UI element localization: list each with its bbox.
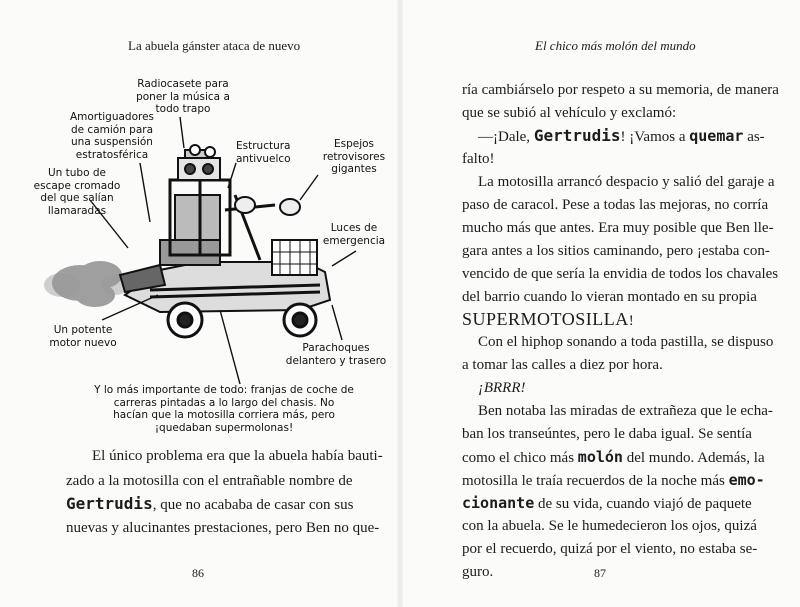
- word-supermotosilla: SUPERMOTOSILLA: [462, 309, 629, 329]
- right-body-line-12: Con el hiphop sonando a toda pastilla, se dispuso: [478, 334, 774, 350]
- right-body-line-1: ría cambiárselo por respeto a su memoria, de manera: [462, 82, 779, 98]
- vehicle-body: [120, 145, 330, 312]
- note-luces: Luces de emergencia: [322, 222, 386, 247]
- left-running-header: La abuela gánster ataca de nuevo: [128, 38, 301, 53]
- note-motor: Un potente motor nuevo: [49, 324, 117, 349]
- right-body-line-10: del barrio cuando lo vieran montado en su propia: [462, 289, 757, 305]
- right-body-line-19: cionante de su vida, cuando viajó de paquete: [462, 494, 752, 512]
- note-amortiguadores: Amortiguadores de camión para una suspensión estratosférica: [69, 111, 155, 161]
- left-body-line-3: Gertrudis, que no acababa de casar con sus: [66, 494, 354, 513]
- right-body-line-11: SUPERMOTOSILLA!: [462, 309, 634, 329]
- right-body-line-20: con la abuela. Se le humedecieron los ojos, quizá: [462, 518, 757, 534]
- right-body-line-17: como el chico más molón del mundo. Además, la: [462, 448, 765, 466]
- word-emocionante-part2: cionante: [462, 494, 535, 512]
- right-body-line-4: falto!: [462, 151, 495, 167]
- name-gertrudis-dialogue: Gertrudis: [533, 126, 621, 145]
- right-body-line-5: La motosilla arrancó despacio y salió del garaje a: [478, 174, 775, 190]
- right-body-line-2: que se subió al vehículo y exclamó:: [462, 105, 677, 121]
- right-body-line-18: motosilla le traía recuerdos de la noche más emo-: [462, 471, 765, 489]
- name-gertrudis: Gertrudis: [66, 494, 153, 513]
- note-espejos: Espejos retrovisores gigantes: [322, 138, 386, 175]
- note-franjas: Y lo más importante de todo: franjas de coche de carreras pintadas a lo largo del chasis. No hacían que la motosilla corriera más, pero ¡quedaban supermolonas!: [94, 384, 354, 434]
- right-body-line-16: ban los transeúntes, pero le daba igual. Se sentía: [462, 426, 752, 442]
- word-emocionante-part1: emo-: [728, 471, 765, 489]
- left-page-number: 86: [192, 566, 204, 580]
- right-body-line-3: —¡Dale, Gertrudis! ¡Vamos a quemar as-: [478, 126, 765, 145]
- left-body-line-1: El único problema era que la abuela había bauti-: [92, 448, 383, 464]
- note-parachoques: Parachoques delantero y trasero: [285, 342, 387, 367]
- left-body-line-2: zado a la motosilla con el entrañable nombre de: [66, 473, 353, 489]
- note-estructura: Estructura antivuelco: [236, 140, 291, 165]
- note-tubo-escape: Un tubo de escape cromado del que salían llamaradas: [33, 167, 121, 217]
- right-body-line-6: paso de caracol. Pese a todas las mejoras, no corría: [462, 197, 769, 213]
- right-body-line-15: Ben notaba las miradas de extrañeza que le echa-: [478, 403, 773, 419]
- right-body-line-7: mucho más que antes. Era muy posible que Ben lle-: [462, 220, 774, 236]
- right-body-line-21: por el recuerdo, quizá por el viento, no estaba se-: [462, 541, 758, 557]
- right-body-line-9: vencido de que sería la envidia de todos los chavales: [462, 266, 779, 282]
- right-running-header: El chico más molón del mundo: [535, 38, 696, 53]
- right-body-line-8: gara antes a los sitios caminando, pero ¡estaba con-: [462, 243, 770, 259]
- left-body-line-4: nuevas y alucinantes prestaciones, pero Ben no que-: [66, 520, 380, 536]
- note-radiocasete: Radiocasete para poner la música a todo trapo: [136, 78, 230, 115]
- right-body-line-22: guro.: [462, 564, 494, 580]
- word-molon: molón: [577, 448, 623, 466]
- word-quemar: quemar: [689, 127, 744, 145]
- right-body-line-14: ¡BRRR!: [478, 380, 526, 396]
- right-page-number: 87: [594, 566, 606, 580]
- right-body-line-13: a tomar las calles a diez por hora.: [462, 357, 663, 373]
